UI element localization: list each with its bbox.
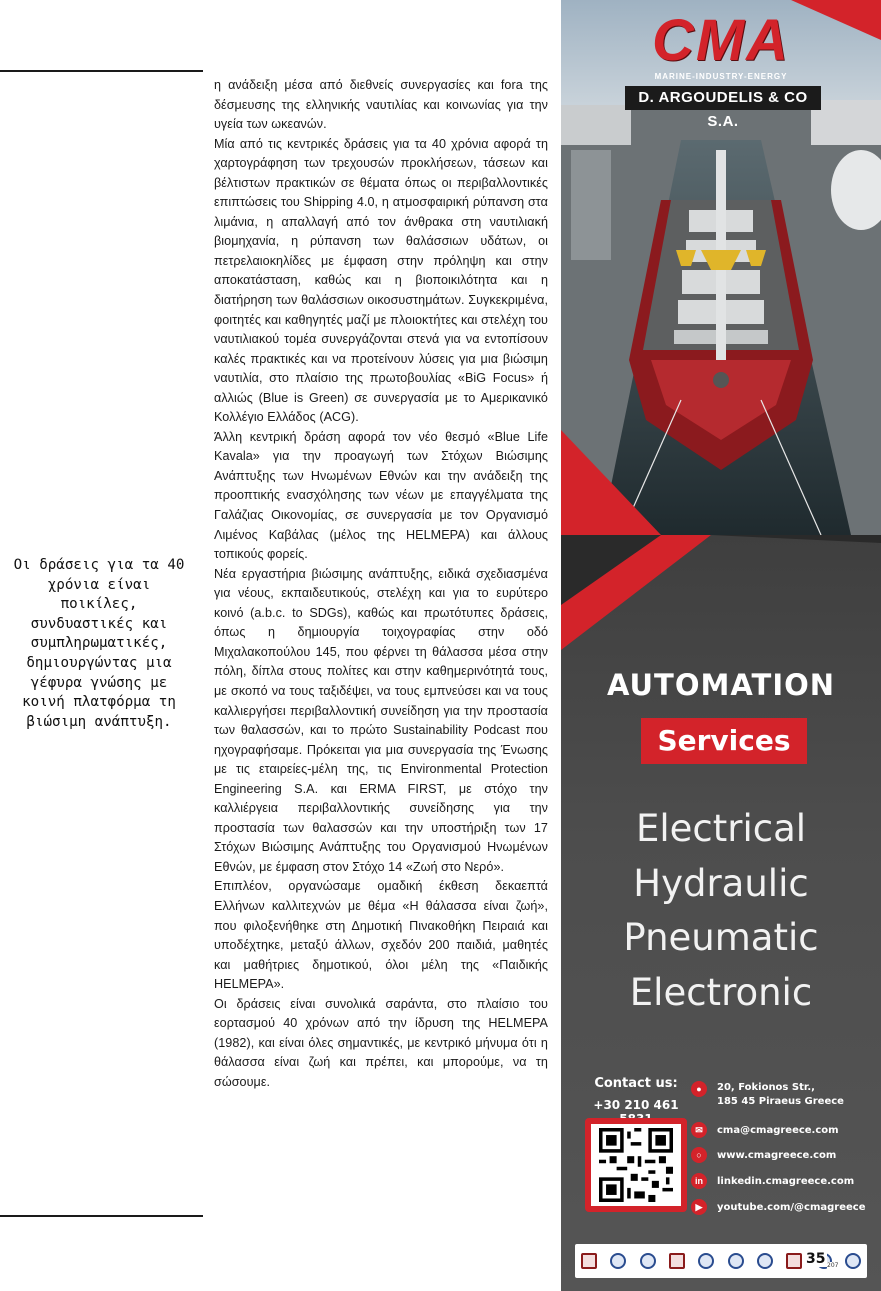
article-paragraph: Μία από τις κεντρικές δράσεις για τα 40 χρόνια αφορά τη χαρτογράφηση των τρεχουσών προκλήσεων, τάσεων και βέλτιστων πρακτικών σε θέματα όπως οι περιβαλλοντικές επιπτώσεις του Shipping 4.0, η ατμοσφαιρική ρύπανση στα λιμάνια, η απαλλαγή από τον άνθρακα στη ναυτιλιακή βιομηχανία, η ρύπανση των θαλάσσιων υδάτων, οι πετρελαιοκηλίδες με έμφαση στην πρόληψη και στην αποκατάσταση, καθώς και η βιοποικιλότητα και η διατήρηση των θαλάσσιων οικοσυστημάτων. Συγκεκριμένα, φοιτητές και καθηγητές μαζί με πλοιοκτήτες και στελέχη του ναυτιλιακού τομέα συνεργάζονται στενά για να εντοπίσουν καλές πρακτικές και να προτείνουν λύσεις για μια βιώσιμη ναυτιλία, στο πλαίσιο της πρωτοβουλίας «BiG Focus» ή αλλιώς (Blue is Green) σε συνεργασία με το Αμερικανικό Κολλέγιο Ελλάδος (ACG). bbox=[214, 136, 548, 425]
location-pin-icon: ● bbox=[691, 1081, 707, 1097]
article-paragraph: Άλλη κεντρική δράση αφορά τον νέο θεσμό «Blue Life Kavala» για την προαγωγή των Στόχων Βιώσιμης Ανάπτυξης των Ηνωμένων Εθνών και την ανάδειξη της προοπτικής ενασχόλησης των νέων με επαγγέλματα της Γαλάζιας Οικονομίας, σε συνεργασία με τον Οργανισμό Λιμένος Καβάλας (μέλος της HELMEPA) και άλλους τοπικούς φορείς. bbox=[214, 429, 548, 562]
skill-item: Hydraulic bbox=[633, 861, 809, 905]
youtube-row[interactable] bbox=[691, 1197, 865, 1217]
youtube-link[interactable]: youtube.com/@cmagreece bbox=[717, 1201, 866, 1213]
linkedin-link[interactable]: linkedin.cmagreece.com bbox=[717, 1175, 855, 1187]
certificate-badge-icon bbox=[845, 1253, 861, 1269]
red-chevron-shape bbox=[561, 535, 881, 675]
cma-logo bbox=[621, 8, 821, 81]
certificate-badge-icon bbox=[581, 1253, 597, 1269]
website-link[interactable]: www.cmagreece.com bbox=[717, 1149, 837, 1161]
article-body bbox=[214, 76, 548, 1092]
email-link[interactable]: cma@cmagreece.com bbox=[717, 1124, 839, 1136]
article-paragraph: Επιπλέον, οργανώσαμε ομαδική έκθεση δεκαεπτά Ελλήνων καλλιτεχνών με θέμα «Η θάλασσα είναι ζωή», που φιλοξενήθηκε στη Δημοτική Πινακοθήκη Πειραιά και υποδέχτηκε, μεταξύ άλλων, σχεδόν 200 παιδιά, μαθητές και μαθήτριες δημοτικού, όλοι μέλη της «Παιδικής HELMEPA». bbox=[214, 879, 548, 992]
youtube-icon: ▶ bbox=[691, 1199, 707, 1215]
automation-heading: AUTOMATION bbox=[606, 668, 836, 702]
email-row[interactable] bbox=[691, 1120, 839, 1140]
article-paragraph: η ανάδειξη μέσα από διεθνείς συνεργασίες και fora της δέσμευσης της ελληνικής ναυτιλίας και κοινωνίας για την υγεία των ωκεανών. bbox=[214, 78, 548, 132]
cma-tagline: MARINE-INDUSTRY-ENERGY bbox=[654, 72, 788, 81]
address-line-1: 20, Fokionos Str., bbox=[717, 1082, 815, 1093]
services-label: Services bbox=[641, 718, 807, 764]
certificate-badge-icon bbox=[698, 1253, 714, 1269]
qr-code-frame[interactable] bbox=[585, 1118, 687, 1212]
globe-icon: ○ bbox=[691, 1147, 707, 1163]
page-number: 35 bbox=[806, 1251, 826, 1267]
certificate-badge-icon bbox=[610, 1253, 626, 1269]
contact-label: Contact us: bbox=[594, 1076, 678, 1091]
certificate-badge-icon bbox=[786, 1253, 802, 1269]
linkedin-icon: in bbox=[691, 1173, 707, 1189]
skill-item: Electrical bbox=[635, 807, 807, 850]
top-divider bbox=[0, 70, 203, 72]
email-icon: ✉ bbox=[691, 1122, 707, 1138]
linkedin-row[interactable] bbox=[691, 1171, 854, 1191]
issue-number: 207 bbox=[827, 1262, 839, 1269]
certificate-badge-icon bbox=[757, 1253, 773, 1269]
cma-logo-text: CMA bbox=[651, 8, 791, 73]
certificate-badge-icon bbox=[640, 1253, 656, 1269]
address-row bbox=[691, 1081, 844, 1113]
qr-code-icon bbox=[599, 1128, 673, 1202]
pull-quote: Οι δράσεις για τα 40 χρόνια είναι ποικίλες, συνδυαστικές και συμπληρωματικές, δημιουργώντας μια γέφυρα γνώσης με κοινή πλατφόρμα τη βιώσιμη ανάπτυξη. bbox=[13, 557, 185, 730]
skill-item: Pneumatic bbox=[623, 916, 819, 959]
certificate-badge-icon bbox=[669, 1253, 685, 1269]
address-line-2: 185 45 Piraeus Greece bbox=[717, 1096, 844, 1107]
company-name: D. ARGOUDELIS & CO S.A. bbox=[625, 86, 821, 110]
advertisement[interactable] bbox=[561, 0, 881, 1291]
certificate-badge-icon bbox=[728, 1253, 744, 1269]
skill-item: Electronic bbox=[629, 970, 813, 1014]
article-paragraph: Νέα εργαστήρια βιώσιμης ανάπτυξης, ειδικά σχεδιασμένα για νέους, εκπαιδευτικούς, στελέχη και για το ευρύτερο κοινό (a.b.c. to SDGs), καθώς και πρωτότυπες δράσεις, όπως η δημιουργία τοιχογραφίας στην οδό Μιχαλακοπούλου 145, που φέρνει τη θάλασσα μέσα στην πόλη, δίπλα στους πολίτες και στην καθημερινότητά τους, με σκοπό να τους ταξιδέψει, να τους εμπνεύσει και να τους καλλιεργήσει περιβαλλοντική συνείδηση για την προστασία των θαλασσών, και το πρώτο Sustainability Podcast που ηχογραφήσαμε. Πρόκειται για μια συνεργασία της Ένωσης με τις εταιρείες-μέλη της, τις Environmental Protection Engineering S.A. και ERMA FIRST, με στόχο την καλλιέργεια περιβαλλοντικής συνείδησης για την προστασία των θαλασσών και την υποστήριξη των 17 Στόχων Βιώσιμης Ανάπτυξης του Οργανισμού Ηνωμένων Εθνών, με έμφαση στον Στόχο 14 «Ζωή στο Νερό». bbox=[214, 566, 548, 874]
skills-list bbox=[561, 802, 881, 1020]
website-row[interactable] bbox=[691, 1145, 836, 1165]
bottom-divider bbox=[0, 1215, 203, 1217]
article-paragraph: Οι δράσεις είναι συνολικά σαράντα, στο πλαίσιο του εορτασμού 40 χρόνων από την ίδρυση της HELMEPA (1982), και είναι όλες σημαντικές, με κεντρικό μήνυμα ότι η θάλασσα είναι ζωή και πρέπει, και μπορούμε, να τη σώσουμε. bbox=[214, 996, 548, 1089]
contact-phone[interactable]: +30 210 461 bbox=[593, 1098, 679, 1112]
